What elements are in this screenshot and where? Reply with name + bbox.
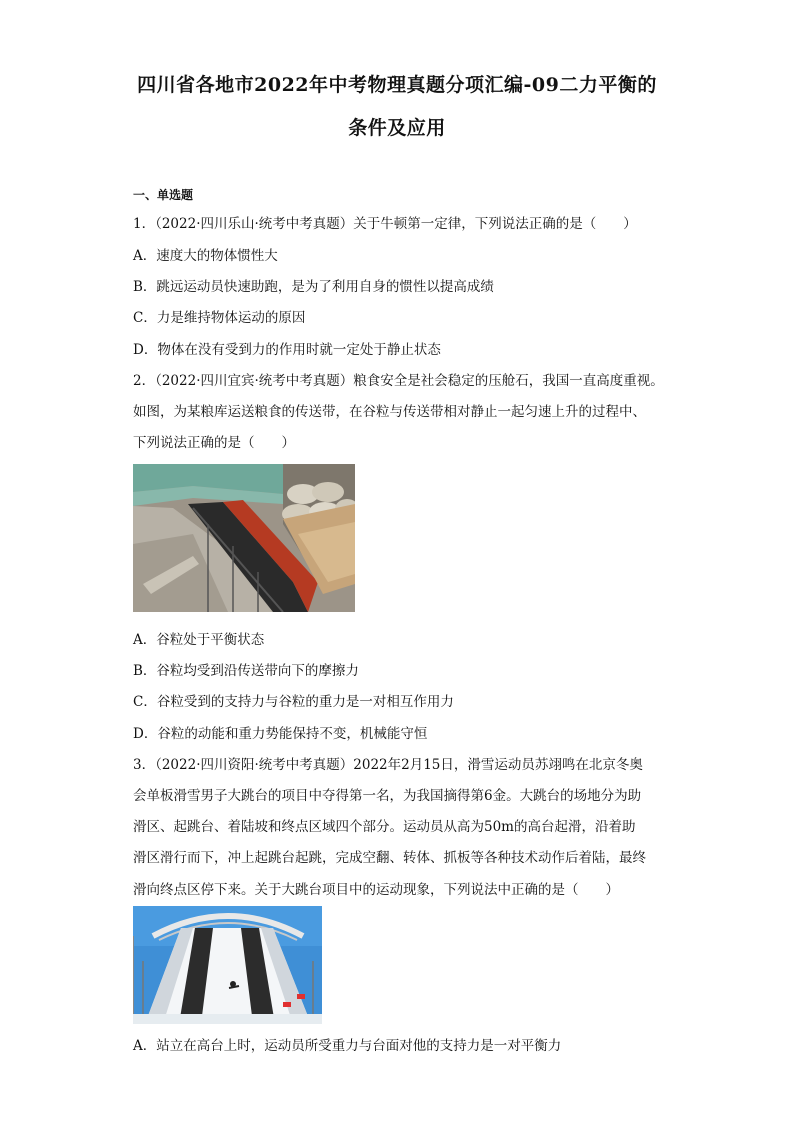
q2-stem-line-2: 如图，为某粮库运送粮食的传送带，在谷粒与传送带相对静止一起匀速上升的过程中、 <box>133 404 646 420</box>
q2-stem-line-3: 下列说法正确的是（ ） <box>133 435 295 451</box>
q3-stem-line-4: 滑区滑行而下，冲上起跳台起跳，完成空翻、转体、抓板等各种技术动作后着陆，最终 <box>133 850 646 866</box>
conveyor-belt-photo <box>133 464 355 612</box>
q1-option-b: B．跳远运动员快速助跑，是为了利用自身的惯性以提高成绩 <box>133 279 494 295</box>
q1-stem: 1．（2022·四川乐山·统考中考真题）关于牛顿第一定律，下列说法正确的是（ ） <box>133 216 637 232</box>
ski-jump-photo <box>133 906 322 1024</box>
q1-option-d: D．物体在没有受到力的作用时就一定处于静止状态 <box>133 342 441 358</box>
document-title-line-1: 四川省各地市2022年中考物理真题分项汇编-09二力平衡的 <box>137 74 657 96</box>
q2-option-d: D．谷粒的动能和重力势能保持不变，机械能守恒 <box>133 726 428 742</box>
section-heading: 一、单选题 <box>133 188 194 202</box>
q2-stem-line-1: 2．（2022·四川宜宾·统考中考真题）粮食安全是社会稳定的压舱石，我国一直高度重视。 <box>133 373 664 389</box>
q2-option-b: B．谷粒均受到沿传送带向下的摩擦力 <box>133 663 359 679</box>
q3-stem-line-5: 滑向终点区停下来。关于大跳台项目中的运动现象，下列说法中正确的是（ ） <box>133 882 619 898</box>
q2-option-a: A．谷粒处于平衡状态 <box>133 632 265 648</box>
q3-stem-line-2: 会单板滑雪男子大跳台的项目中夺得第一名，为我国摘得第6金。大跳台的场地分为助 <box>133 788 642 804</box>
q1-option-a: A．速度大的物体惯性大 <box>133 248 278 264</box>
q3-stem-line-1: 3．（2022·四川资阳·统考中考真题）2022年2月15日，滑雪运动员苏翊鸣在北京冬奥 <box>133 757 643 773</box>
q2-option-c: C．谷粒受到的支持力与谷粒的重力是一对相互作用力 <box>133 694 454 710</box>
document-title-line-2: 条件及应用 <box>348 117 446 139</box>
q1-option-c: C．力是维持物体运动的原因 <box>133 310 306 326</box>
q3-option-a: A．站立在高台上时，运动员所受重力与台面对他的支持力是一对平衡力 <box>133 1038 562 1054</box>
q3-stem-line-3: 滑区、起跳台、着陆坡和终点区域四个部分。运动员从高为50m的高台起滑，沿着助 <box>133 819 636 835</box>
